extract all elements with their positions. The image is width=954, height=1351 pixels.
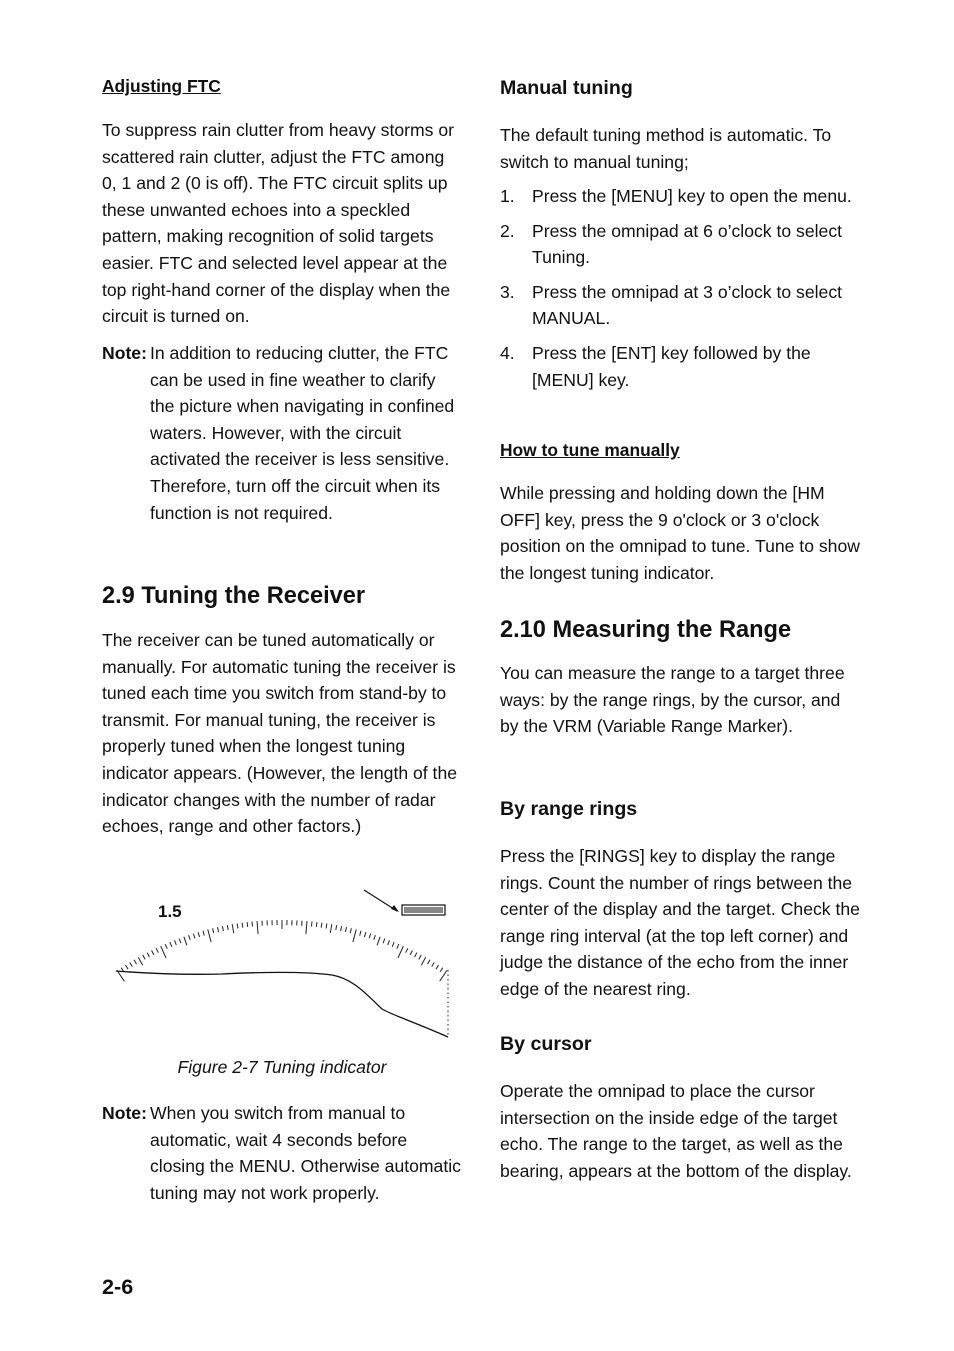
tuning-body: The receiver can be tuned automatically or manually. For automatic tuning the receiver is tuned each time you switch from stand-by to transmit. For manual tuning, the receiver is properly tuned when the longest tuning indicator appears. (However, the length of the indicator changes with the number of radar echoes, range and other factors.) <box>102 630 458 837</box>
how-to-tune-body: While pressing and holding down the [HM OFF] key, press the 9 o'clock or 3 o'clock position on the omnipad to tune. Tune to show the longest tuning indicator. <box>500 483 860 583</box>
cursor-body: Operate the omnipad to place the cursor intersection on the inside edge of the target echo. The range to the target, as well as the bearing, appears at the bottom of the display. <box>500 1081 852 1181</box>
how-to-tune-heading: How to tune manually <box>500 440 680 460</box>
step-number: 2. <box>500 220 515 241</box>
scale-tick <box>232 924 234 933</box>
tuning-indicator-graphic <box>102 885 462 1045</box>
step-text: Press the omnipad at 3 o’clock to select MANUAL. <box>532 281 843 329</box>
scale-tick <box>350 928 351 933</box>
step-number: 4. <box>500 342 515 363</box>
ftc-note-body: In addition to reducing clutter, the FTC can be used in fine weather to clarify the picture when navigating in confined waters. However, with the circuit activated the receiver is less sensitive. Therefore, turn off the circuit when its function is not required. <box>150 343 455 523</box>
manual-tuning-heading: Manual tuning <box>500 77 633 99</box>
tuning-note-body: When you switch from manual to automatic, wait 4 seconds before closing the MENU. Otherwise automatic tuning may not work properly. <box>150 1103 461 1203</box>
range-label: 1.5 <box>158 902 182 921</box>
step-item <box>500 279 860 332</box>
step-text: Press the [MENU] key to open the menu. <box>532 186 852 206</box>
scale-tick <box>421 957 425 965</box>
scale-tick <box>312 922 313 927</box>
scale-tick <box>125 965 128 969</box>
scale-tick <box>237 923 238 928</box>
scale-tick <box>326 923 327 928</box>
scale-tick <box>410 950 412 955</box>
scale-tick <box>198 932 200 937</box>
figure-caption: Figure 2-7 Tuning indicator <box>177 1057 387 1077</box>
scale-tick <box>170 942 172 947</box>
note-label: Note: <box>102 1103 147 1123</box>
scale-tick <box>388 940 390 945</box>
scale-tick <box>242 923 243 928</box>
step-number: 3. <box>500 281 515 302</box>
scale-tick <box>165 944 167 949</box>
scale-tick <box>189 935 191 940</box>
scale-tick <box>130 962 133 966</box>
scale-tick <box>227 925 228 930</box>
scale-tick <box>336 925 337 930</box>
scale-tick <box>175 940 177 945</box>
ftc-note-text <box>150 340 462 526</box>
scale-tick <box>193 934 195 939</box>
echo-trace <box>116 971 448 1037</box>
measuring-section-title: 2.10 Measuring the Range <box>500 617 792 643</box>
scale-tick <box>203 931 204 936</box>
manual-tuning-steps <box>500 183 860 393</box>
step-item <box>500 183 860 210</box>
adjusting-ftc-body: To suppress rain clutter from heavy storms or scattered rain clutter, adjust the FTC among 0, 1 and 2 (0 is off). The FTC circuit splits up these unwanted echoes into a speckled pattern, making recognition of solid targets easier. FTC and selected level appear at the top right-hand corner of the display when the circuit is turned on. <box>102 120 454 327</box>
range-rings-body: Press the [RINGS] key to display the range rings. Count the number of rings between the center of the display and the target. Check the range ring interval (at the top left corner) and judge the distance of the echo from the inner edge of the nearest ring. <box>500 846 860 999</box>
scale-tick <box>134 960 137 964</box>
scale-tick <box>208 930 211 943</box>
scale-tick <box>147 953 149 958</box>
scale-tick <box>383 939 385 944</box>
scale-tick <box>436 965 439 969</box>
scale-tick <box>377 937 380 946</box>
step-item <box>500 340 860 393</box>
scale-tick <box>406 948 408 953</box>
scale-tick <box>152 950 154 955</box>
scale-tick <box>252 922 253 927</box>
tuning-indicator-figure <box>102 885 462 1045</box>
tuning-note <box>102 1100 462 1206</box>
scale-tick <box>440 968 443 972</box>
cursor-heading: By cursor <box>500 1033 592 1055</box>
scale-tick <box>345 927 346 932</box>
scale-tick <box>184 937 187 946</box>
pointer-arrow-head <box>391 905 399 912</box>
ftc-note <box>102 340 462 526</box>
tuning-section-title: 2.9 Tuning the Receiver <box>102 583 366 609</box>
scale-tick <box>161 946 166 958</box>
step-text: Press the omnipad at 6 o’clock to select Tuning. <box>532 220 843 268</box>
scale-tick <box>419 955 421 960</box>
scale-tick <box>360 931 361 936</box>
scale-tick <box>316 922 317 927</box>
scale-tick <box>257 921 258 934</box>
scale-tick <box>440 970 447 981</box>
scale-tick <box>392 942 394 947</box>
scale-tick <box>415 953 417 958</box>
scale-tick <box>374 935 376 940</box>
scale-tick <box>432 962 435 966</box>
measuring-body: You can measure the range to a target three ways: by the range rings, by the cursor, and by the VRM (Variable Range Marker). <box>500 663 845 737</box>
note-label: Note: <box>102 343 147 363</box>
manual-tuning-intro: The default tuning method is automatic. To switch to manual tuning; <box>500 125 832 172</box>
step-item <box>500 218 860 271</box>
scale-tick <box>156 948 158 953</box>
scale-tick <box>179 939 181 944</box>
scale-tick <box>218 927 219 932</box>
scale-tick <box>341 926 342 931</box>
scale-tick <box>247 922 248 927</box>
scale-tick <box>428 960 431 964</box>
step-number: 1. <box>500 186 515 206</box>
scale-tick <box>330 924 332 933</box>
scale-tick <box>222 926 223 931</box>
scale-tick <box>321 923 322 928</box>
scale-tick <box>138 957 142 965</box>
scale-tick <box>364 932 366 937</box>
scale-tick <box>398 946 403 958</box>
scale-tick <box>397 944 399 949</box>
adjusting-ftc-heading: Adjusting FTC <box>102 76 221 96</box>
step-text: Press the [ENT] key followed by the [MENU] key. <box>532 342 811 390</box>
scale-tick <box>306 921 307 934</box>
scale-tick <box>353 930 356 943</box>
page-number: 2-6 <box>102 1274 134 1299</box>
range-rings-heading: By range rings <box>500 798 638 820</box>
scale-tick <box>369 934 371 939</box>
scale-tick <box>143 955 145 960</box>
scale-tick <box>213 928 214 933</box>
